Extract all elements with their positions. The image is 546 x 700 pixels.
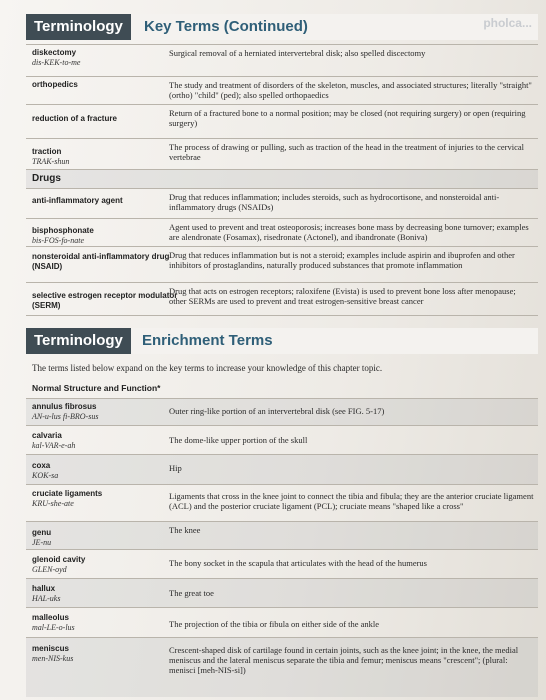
term-pronunciation: GLEN-oyd	[32, 565, 67, 574]
term-definition: The projection of the tibia or fibula on either side of the ankle	[169, 619, 380, 629]
term-word: orthopedics	[32, 80, 78, 89]
drugs-section-header	[26, 169, 538, 188]
term-word: glenoid cavity	[32, 555, 86, 564]
terminology-tag: Terminology	[26, 328, 131, 354]
term-word: anti-inflammatory agent	[32, 196, 123, 205]
term-definition: Return of a fractured bone to a normal position; may be closed (not requiring surgery) or open (requiring surgery)	[169, 108, 526, 128]
term-word: hallux	[32, 584, 56, 593]
term-definition: Hip	[169, 463, 182, 473]
term-definition: Surgical removal of a herniated intervertebral disk; also spelled discectomy	[169, 48, 426, 58]
term-word: diskectomy	[32, 48, 77, 57]
table-row	[26, 521, 538, 549]
key-terms-banner	[26, 14, 538, 40]
key-terms-title: Key Terms (Continued)	[144, 18, 308, 35]
table-row	[26, 637, 538, 697]
enrichment-terms-banner	[26, 328, 538, 354]
term-pronunciation: bis-FOS-fo-nate	[32, 236, 84, 245]
enrichment-table	[26, 398, 538, 697]
table-row	[26, 76, 538, 104]
table-row	[26, 44, 538, 76]
normal-structure-subheading: Normal Structure and Function*	[32, 383, 161, 393]
term-word: bisphosphonate	[32, 226, 94, 235]
term-word: genu	[32, 528, 52, 537]
term-pronunciation: KOK-sa	[32, 471, 59, 480]
term-pronunciation: dis-KEK-to-me	[32, 58, 81, 67]
term-definition: The great toe	[169, 588, 214, 598]
term-definition: The bony socket in the scapula that articulates with the head of the humerus	[169, 558, 427, 568]
term-pronunciation: KRU-she-ate	[32, 499, 74, 508]
table-row	[26, 218, 538, 246]
term-definition: Drug that acts on estrogen receptors; raloxifene (Evista) is used to prevent bone loss after menopause; other SERMs are used to prevent and treat estrogen-sensitive breast cancer	[169, 286, 516, 306]
term-definition: Drug that reduces inflammation but is not a steroid; examples include aspirin and ibuprofen and other inhibitors of prostaglandins, naturally produced substances that promote inflammation	[169, 250, 515, 270]
term-word: coxa	[32, 461, 51, 470]
table-row	[26, 454, 538, 484]
term-definition: Crescent-shaped disk of cartilage found in certain joints, such as the knee joint; in the knee, the medial meniscus and the lateral meniscus separate the tibia and femur; meniscus means "crescent"; (plural: menisci [meh-NIS-si])	[169, 645, 519, 675]
term-word: malleolus	[32, 613, 69, 622]
table-row	[26, 282, 538, 316]
table-row	[26, 398, 538, 425]
term-word: annulus fibrosus	[32, 402, 97, 411]
table-row	[26, 578, 538, 607]
table-row	[26, 188, 538, 218]
table-row	[26, 607, 538, 637]
table-row	[26, 138, 538, 169]
term-definition: Ligaments that cross in the knee joint to connect the tibia and fibula; they are the anterior cruciate ligament (ACL) and the posterior cruciate ligament (PCL); cruciate means "shaped like a cross"	[169, 491, 534, 511]
key-terms-table	[26, 44, 538, 316]
table-row	[26, 425, 538, 454]
terminology-tag: Terminology	[26, 14, 131, 40]
term-word: selective estrogen receptor modulator (SERM)	[32, 291, 178, 310]
term-pronunciation: men-NIS-kus	[32, 654, 74, 663]
term-definition: Outer ring-like portion of an intervertebral disk (see FIG. 5-17)	[169, 406, 385, 416]
term-word: reduction of a fracture	[32, 114, 117, 123]
term-word: calvaria	[32, 431, 62, 440]
table-row	[26, 549, 538, 578]
term-definition: The process of drawing or pulling, such as traction of the head in the treatment of injuries to the cervical vertebrae	[169, 142, 524, 162]
faded-header-text: pholca...	[483, 16, 532, 30]
table-row	[26, 246, 538, 282]
term-word: cruciate ligaments	[32, 489, 103, 498]
term-definition: The study and treatment of disorders of the skeleton, muscles, and associated structures; literally "straight" (ortho) "child" (ped); also spelled orthopaedics	[169, 80, 532, 100]
term-pronunciation: JE-nu	[32, 538, 52, 547]
table-row	[26, 104, 538, 138]
term-pronunciation: TRAK-shun	[32, 157, 70, 166]
term-word: traction	[32, 147, 62, 156]
term-pronunciation: kal-VAR-e-ah	[32, 441, 76, 450]
term-pronunciation: HAL-uks	[32, 594, 61, 603]
term-definition: Agent used to prevent and treat osteoporosis; increases bone mass by decreasing bone turnover; examples are alendronate (Fosamax), risedronate (Actonel), and ibandronate (Boniva)	[169, 222, 529, 242]
term-definition: The dome-like upper portion of the skull	[169, 435, 308, 445]
drugs-heading: Drugs	[32, 173, 61, 184]
term-definition: Drug that reduces inflammation; includes steroids, such as hydrocortisone, and nonsteroidal anti-inflammatory drugs (NSAIDs)	[169, 192, 500, 212]
enrichment-intro: The terms listed below expand on the key terms to increase your knowledge of this chapter topic.	[32, 363, 383, 373]
term-definition: The knee	[169, 525, 201, 535]
term-word: nonsteroidal anti-inflammatory drug (NSAID)	[32, 252, 170, 271]
enrichment-terms-title: Enrichment Terms	[142, 332, 273, 349]
term-pronunciation: mal-LE-o-lus	[32, 623, 75, 632]
term-pronunciation: AN-u-lus fi-BRO-sus	[32, 412, 99, 421]
term-word: meniscus	[32, 644, 69, 653]
table-row	[26, 484, 538, 521]
